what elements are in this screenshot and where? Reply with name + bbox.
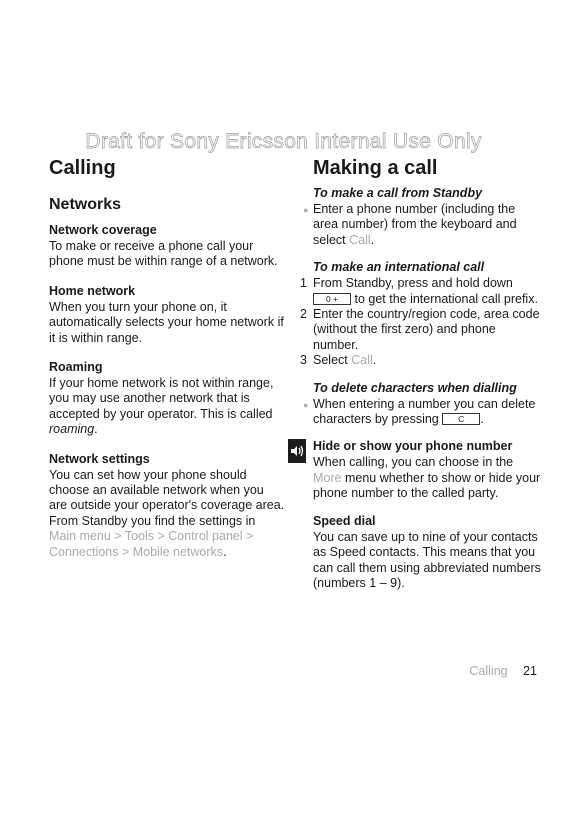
- bullet-dot-icon: ●: [303, 205, 309, 215]
- page-number: 21: [523, 664, 537, 678]
- more-menu: More: [313, 470, 342, 485]
- roaming-term: roaming: [49, 422, 95, 437]
- menu-path: Main menu > Tools > Control panel > Connections > Mobile networks: [49, 529, 254, 559]
- network-coverage-text: To make or receive a phone call your phone must be within range of a network.: [49, 239, 278, 269]
- home-network-text: When you turn your phone on, it automatically selects your home network if it is within range.: [49, 299, 284, 345]
- home-network-heading: Home network: [49, 283, 136, 298]
- speed-dial-text: You can save up to nine of your contacts as Speed contacts. This means that you can call them using abbreviated numbers (numbers 1 – 9).: [313, 529, 541, 590]
- standby-call-text: Enter a phone number (including the area number) from the keyboard and select: [313, 202, 517, 247]
- hide-number-heading: Hide or show your phone number: [313, 439, 513, 454]
- intl-step-2: [297, 307, 542, 353]
- step-number: 2: [300, 307, 307, 322]
- roaming-text: If your home network is not within range, you may use another network that is accepted by your operator. This is called: [49, 376, 274, 421]
- making-call-title: Making a call: [313, 157, 438, 179]
- network-settings-end: .: [223, 544, 227, 559]
- standby-call-step: ● Enter a phone number (including the area number) from the keyboard and select Call.: [303, 202, 517, 247]
- roaming-paragraph: [49, 376, 285, 438]
- speed-dial-block: [297, 514, 542, 592]
- step-1-pre: From Standby, press and hold down: [313, 276, 513, 291]
- standby-call-heading: To make a call from Standby: [313, 186, 483, 200]
- delete-characters-text: When entering a number you can delete characters by pressing: [313, 396, 536, 427]
- international-call-heading: To make an international call: [313, 260, 485, 275]
- hide-number-post: menu whether to show or hide your phone number to the called party.: [313, 470, 541, 501]
- step-2-text: Enter the country/region code, area code (without the first zero) and phone number.: [313, 307, 540, 352]
- c-key: C: [442, 413, 480, 425]
- delete-characters-step: ● When entering a number you can delete characters by pressing C .: [303, 396, 536, 427]
- right-column: [297, 157, 542, 605]
- intl-step-1: [297, 276, 542, 307]
- roaming-end: .: [94, 422, 98, 437]
- speed-dial-heading: Speed dial: [313, 513, 376, 528]
- network-coverage-heading: Network coverage: [49, 223, 157, 237]
- hide-number-paragraph: [313, 455, 542, 501]
- left-column: [49, 157, 285, 574]
- hide-number-pre: When calling, you can choose in the: [313, 455, 514, 470]
- page-footer: [469, 664, 537, 678]
- zero-plus-key: 0 +: [313, 293, 351, 305]
- step-1-post: to get the international call prefix.: [351, 291, 538, 306]
- step-number: 1: [300, 276, 307, 291]
- step-3-pre: Select: [313, 353, 352, 368]
- networks-heading: Networks: [49, 196, 122, 213]
- network-settings-paragraph: [49, 468, 285, 560]
- hide-number-block: [297, 439, 542, 501]
- roaming-heading: Roaming: [49, 360, 103, 375]
- delete-characters-heading: To delete characters when dialling: [313, 380, 517, 395]
- step-number: 3: [300, 353, 307, 368]
- draft-watermark: Draft for Sony Ericsson Internal Use Only: [85, 130, 482, 153]
- call-option: Call: [349, 232, 371, 247]
- network-settings-heading: Network settings: [49, 451, 150, 466]
- step-3-post: .: [372, 353, 377, 368]
- network-settings-text: You can set how your phone should choose an available network when you are outside your operator's coverage area. From Standby you find the settings in: [49, 467, 285, 528]
- call-option: Call: [351, 353, 373, 368]
- speaker-icon: [288, 439, 306, 463]
- chapter-title: Calling: [49, 157, 116, 179]
- bullet-dot-icon: ●: [303, 399, 309, 410]
- footer-section: Calling: [469, 664, 508, 678]
- intl-step-3: [297, 353, 542, 368]
